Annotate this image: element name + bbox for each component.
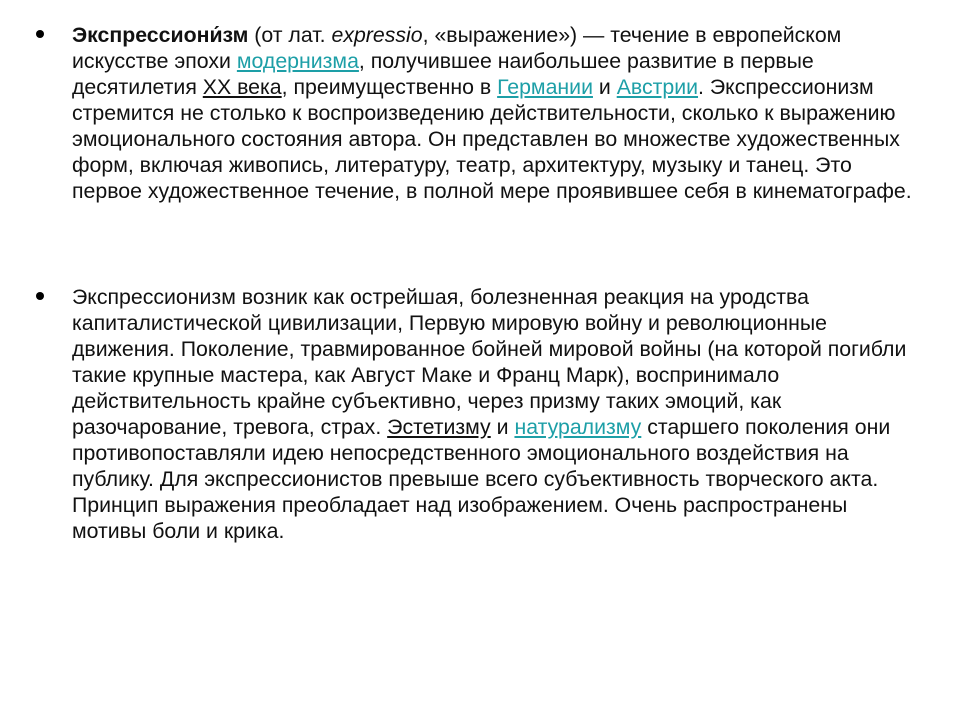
text-segment: и [592, 75, 617, 99]
link-aestheticism[interactable]: Эстетизму [387, 415, 491, 439]
link-germany[interactable]: Германии [497, 75, 593, 99]
term-heading: Экспрессиони́зм [72, 23, 249, 47]
text-segment: и [490, 415, 515, 439]
link-xx-century[interactable]: XX века [202, 75, 282, 99]
link-naturalism[interactable]: натурализму [514, 415, 642, 439]
latin-word: expressio [331, 23, 423, 47]
text-segment: , преимущественно в [281, 75, 498, 99]
text-segment: старшего поколения они противопоставляли идею непосредственного эмоционального воздействия на публику. Для экспрессионистов превыше всего субъективность творческого акта. Принцип выражения преобладает над изображением. Очень распространены мотивы боли и крика. [72, 415, 891, 543]
bullet-item-origins [36, 284, 916, 544]
text-segment: , получившее наибольшее развитие в первые десятилетия [72, 49, 814, 99]
paragraph-definition [72, 22, 916, 204]
text-segment: , «выражение») — течение в европейском искусстве эпохи [72, 23, 842, 73]
text-segment: Экспрессионизм возник как острейшая, болезненная реакция на уродства капиталистической цивилизации, Первую мировую войну и революционные движения. Поколение, травмированное бойней мировой войны (на которой погибли такие крупные мастера, как Август Маке и Франц Марк), воспринимало действительность крайне субъективно, через призму таких эмоций, как разочарование, тревога, страх. [72, 285, 907, 439]
paragraph-origins [72, 284, 916, 544]
bullet-dot-icon [36, 30, 44, 38]
text-segment: (от лат. [248, 23, 332, 47]
bullet-dot-icon [36, 292, 44, 300]
bullet-item-definition [36, 22, 916, 204]
text-segment: . Экспрессионизм стремится не столько к воспроизведению действительности, сколько к выражению эмоционального состояния автора. Он представлен во множестве художественных форм, включая живопись, литературу, театр, архитектуру, музыку и танец. Это первое художественное течение, в полной мере проявившее себя в кинематографе. [72, 75, 912, 203]
link-austria[interactable]: Австрии [616, 75, 699, 99]
link-modernism[interactable]: модернизма [236, 49, 359, 73]
